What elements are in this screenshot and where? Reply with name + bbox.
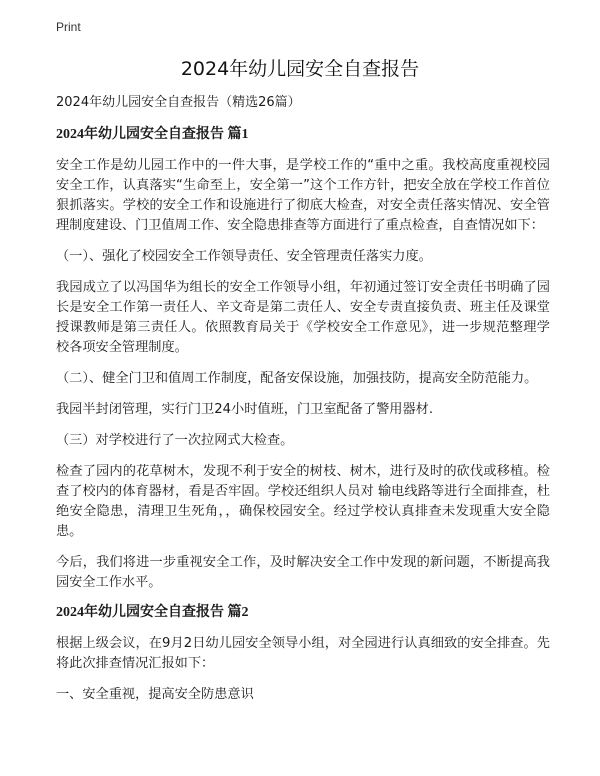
paragraph: （二）、健全门卫和值周工作制度，配备安保设施，加强技防，提高安全防范能力。 [56,371,538,386]
section-2 [56,604,550,705]
paragraph: 检查了园内的花草树木，发现不利于安全的树枝、树木，进行及时的砍伐或移植。检查了校内的体育器材，看是否牢固。学校还组织人员对 输电线路等进行全面排查，杜绝安全隐患，清理卫生死角，，确保校园安全。经过学校认真排查未发现重大安全隐患。 [56,464,550,539]
section-heading: 2024年幼儿园安全自查报告 篇1 [56,127,249,142]
paragraph: 一、安全重视，提高安全防患意识 [56,687,254,702]
paragraph: 今后，我们将进一步重视安全工作，及时解决安全工作中发现的新问题，不断提高我园安全工作水平。 [56,555,550,590]
paragraph: （三）对学校进行了一次拉网式大检查。 [56,433,294,448]
paragraph: 我园成立了以冯国华为组长的安全工作领导小组，年初通过签订安全责任书明确了园长是安全工作第一责任人、辛文奇是第二责任人、安全专责直接负责、班主任及课堂授课教师是第三责任人。依照教育局关于《学校安全工作意见》，进一步规范整理学校各项安全管理制度。 [56,280,550,355]
paragraph: （一）、强化了校园安全工作领导责任、安全管理责任落实力度。 [56,249,432,264]
document-body [56,94,550,716]
document-subtitle: 2024年幼儿园安全自查报告（精选26篇） [56,95,301,110]
paragraph: 我园半封闭管理，实行门卫24小时值班，门卫室配备了警用器材. [56,402,434,417]
document-title: 2024年幼儿园安全自查报告 [180,58,420,80]
paragraph: 安全工作是幼儿园工作中的一件大事，是学校工作的“重中之重。我校高度重视校园安全工作，认真落实“生命至上，安全第一”这个工作方针，把安全放在学校工作首位狠抓落实。学校的安全工作和设施进行了彻底大检查，对安全责任落实情况、安全管理制度建设、门卫值周工作、安全隐患排查等方面进行了重点检查，自查情况如下： [56,158,550,233]
section-heading: 2024年幼儿园安全自查报告 篇2 [56,605,249,620]
paragraph: 根据上级会议，在9月2日幼儿园安全领导小组，对全园进行认真细致的安全排查。先将此次排查情况汇报如下： [56,636,550,671]
print-link[interactable]: Print [56,20,81,34]
section-1 [56,126,550,593]
